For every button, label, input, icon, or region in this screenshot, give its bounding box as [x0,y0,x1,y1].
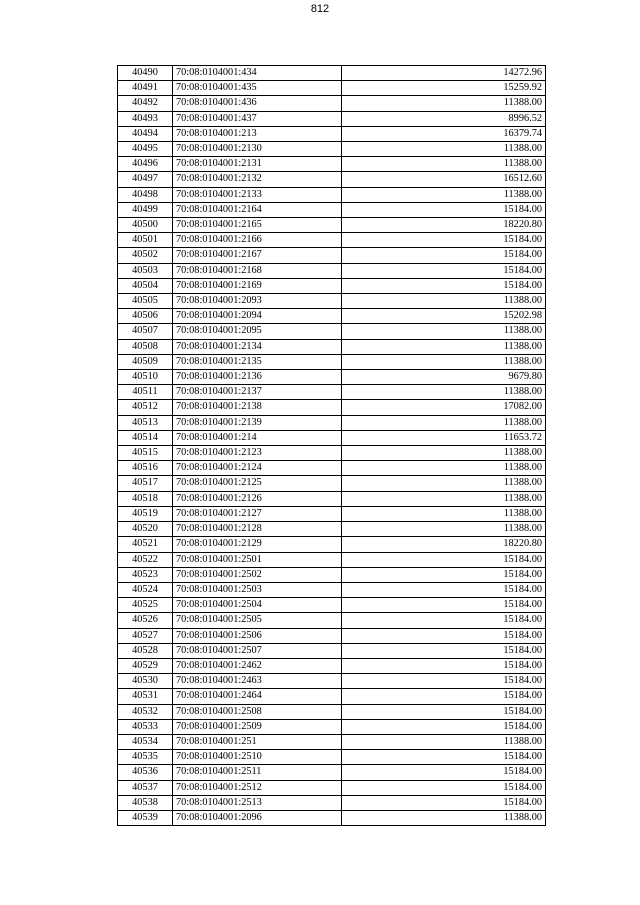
table-row [118,111,546,126]
value-cell: 15184.00 [342,248,546,263]
value-cell: 15184.00 [342,613,546,628]
value-cell: 11388.00 [342,96,546,111]
table-row [118,613,546,628]
table-row [118,187,546,202]
cadastral-number-cell: 70:08:0104001:2130 [173,142,342,157]
table-row [118,719,546,734]
cadastral-number-cell: 70:08:0104001:2168 [173,263,342,278]
value-cell: 15259.92 [342,81,546,96]
cadastral-number-cell: 70:08:0104001:2164 [173,202,342,217]
cadastral-number-cell: 70:08:0104001:2096 [173,810,342,825]
table-row [118,446,546,461]
cadastral-number-cell: 70:08:0104001:213 [173,126,342,141]
value-cell: 15184.00 [342,582,546,597]
cadastral-number-cell: 70:08:0104001:2504 [173,598,342,613]
value-cell: 15184.00 [342,765,546,780]
table-row [118,354,546,369]
cadastral-number-cell: 70:08:0104001:2506 [173,628,342,643]
cadastral-number-cell: 70:08:0104001:2165 [173,218,342,233]
row-number-cell: 40524 [118,582,173,597]
row-number-cell: 40494 [118,126,173,141]
value-cell: 15184.00 [342,278,546,293]
row-number-cell: 40490 [118,66,173,81]
table-row [118,172,546,187]
table-row [118,658,546,673]
value-cell: 11388.00 [342,522,546,537]
table-row [118,430,546,445]
row-number-cell: 40522 [118,552,173,567]
row-number-cell: 40520 [118,522,173,537]
table-row [118,96,546,111]
cadastral-number-cell: 70:08:0104001:2129 [173,537,342,552]
value-cell: 15184.00 [342,567,546,582]
cadastral-number-cell: 70:08:0104001:2135 [173,354,342,369]
value-cell: 11388.00 [342,446,546,461]
cadastral-number-cell: 70:08:0104001:437 [173,111,342,126]
table-row [118,674,546,689]
row-number-cell: 40507 [118,324,173,339]
table-row [118,506,546,521]
value-cell: 11653.72 [342,430,546,445]
table-row [118,339,546,354]
cadastral-number-cell: 70:08:0104001:2166 [173,233,342,248]
table-row [118,643,546,658]
cadastral-number-cell: 70:08:0104001:2464 [173,689,342,704]
row-number-cell: 40504 [118,278,173,293]
value-cell: 11388.00 [342,142,546,157]
table-row [118,126,546,141]
cadastral-number-cell: 70:08:0104001:2139 [173,415,342,430]
cadastral-number-cell: 70:08:0104001:2510 [173,750,342,765]
table-row [118,461,546,476]
row-number-cell: 40501 [118,233,173,248]
row-number-cell: 40529 [118,658,173,673]
row-number-cell: 40533 [118,719,173,734]
table-row [118,278,546,293]
cadastral-number-cell: 70:08:0104001:2513 [173,795,342,810]
row-number-cell: 40531 [118,689,173,704]
row-number-cell: 40526 [118,613,173,628]
value-cell: 11388.00 [342,506,546,521]
cadastral-number-cell: 70:08:0104001:2136 [173,370,342,385]
row-number-cell: 40499 [118,202,173,217]
cadastral-number-cell: 70:08:0104001:2095 [173,324,342,339]
cadastral-number-cell: 70:08:0104001:2169 [173,278,342,293]
value-cell: 16512.60 [342,172,546,187]
value-cell: 15184.00 [342,233,546,248]
table-row [118,385,546,400]
value-cell: 15184.00 [342,674,546,689]
cadastral-number-cell: 70:08:0104001:2137 [173,385,342,400]
cadastral-number-cell: 70:08:0104001:2131 [173,157,342,172]
cadastral-number-cell: 70:08:0104001:2463 [173,674,342,689]
value-cell: 17082.00 [342,400,546,415]
cadastral-number-cell: 70:08:0104001:2123 [173,446,342,461]
row-number-cell: 40535 [118,750,173,765]
cadastral-number-cell: 70:08:0104001:2512 [173,780,342,795]
cadastral-number-cell: 70:08:0104001:2133 [173,187,342,202]
value-cell: 15184.00 [342,628,546,643]
row-number-cell: 40509 [118,354,173,369]
cadastral-number-cell: 70:08:0104001:434 [173,66,342,81]
value-cell: 15184.00 [342,598,546,613]
table-row [118,582,546,597]
cadastral-number-cell: 70:08:0104001:214 [173,430,342,445]
table-row [118,81,546,96]
row-number-cell: 40493 [118,111,173,126]
table-row [118,66,546,81]
table-row [118,233,546,248]
value-cell: 15184.00 [342,704,546,719]
value-cell: 11388.00 [342,415,546,430]
cadastral-number-cell: 70:08:0104001:2511 [173,765,342,780]
page-number: 812 [310,3,330,15]
cadastral-number-cell: 70:08:0104001:2138 [173,400,342,415]
value-cell: 11388.00 [342,810,546,825]
row-number-cell: 40530 [118,674,173,689]
table-row [118,202,546,217]
table-row [118,324,546,339]
row-number-cell: 40532 [118,704,173,719]
table-row [118,567,546,582]
cadastral-number-cell: 70:08:0104001:2508 [173,704,342,719]
table-row [118,370,546,385]
value-cell: 11388.00 [342,354,546,369]
value-cell: 11388.00 [342,339,546,354]
row-number-cell: 40528 [118,643,173,658]
table-body [118,66,546,826]
row-number-cell: 40539 [118,810,173,825]
value-cell: 14272.96 [342,66,546,81]
row-number-cell: 40498 [118,187,173,202]
table-row [118,598,546,613]
row-number-cell: 40508 [118,339,173,354]
row-number-cell: 40513 [118,415,173,430]
row-number-cell: 40537 [118,780,173,795]
value-cell: 11388.00 [342,157,546,172]
cadastral-number-cell: 70:08:0104001:2132 [173,172,342,187]
row-number-cell: 40505 [118,294,173,309]
cadastral-number-cell: 70:08:0104001:2093 [173,294,342,309]
table-row [118,780,546,795]
value-cell: 11388.00 [342,491,546,506]
row-number-cell: 40525 [118,598,173,613]
row-number-cell: 40497 [118,172,173,187]
table-row [118,750,546,765]
row-number-cell: 40538 [118,795,173,810]
cadastral-number-cell: 70:08:0104001:2502 [173,567,342,582]
table-row [118,689,546,704]
cadastral-number-cell: 70:08:0104001:2501 [173,552,342,567]
row-number-cell: 40495 [118,142,173,157]
cadastral-number-cell: 70:08:0104001:2127 [173,506,342,521]
row-number-cell: 40519 [118,506,173,521]
row-number-cell: 40511 [118,385,173,400]
value-cell: 11388.00 [342,294,546,309]
row-number-cell: 40503 [118,263,173,278]
table-row [118,537,546,552]
table-row [118,795,546,810]
row-number-cell: 40515 [118,446,173,461]
cadastral-number-cell: 70:08:0104001:2094 [173,309,342,324]
table-row [118,400,546,415]
table-row [118,628,546,643]
table-row [118,218,546,233]
table-row [118,476,546,491]
value-cell: 15184.00 [342,719,546,734]
row-number-cell: 40510 [118,370,173,385]
value-cell: 15184.00 [342,750,546,765]
table-row [118,522,546,537]
cadastral-number-cell: 70:08:0104001:2128 [173,522,342,537]
value-cell: 18220.80 [342,218,546,233]
row-number-cell: 40502 [118,248,173,263]
value-cell: 9679.80 [342,370,546,385]
table-row [118,309,546,324]
cadastral-number-cell: 70:08:0104001:2124 [173,461,342,476]
cadastral-number-cell: 70:08:0104001:2507 [173,643,342,658]
value-cell: 11388.00 [342,187,546,202]
cadastral-number-cell: 70:08:0104001:435 [173,81,342,96]
table-row [118,248,546,263]
row-number-cell: 40514 [118,430,173,445]
table-row [118,415,546,430]
data-table [117,65,546,826]
row-number-cell: 40491 [118,81,173,96]
table-row [118,765,546,780]
value-cell: 11388.00 [342,734,546,749]
table-row [118,157,546,172]
value-cell: 15184.00 [342,658,546,673]
row-number-cell: 40512 [118,400,173,415]
row-number-cell: 40500 [118,218,173,233]
row-number-cell: 40534 [118,734,173,749]
value-cell: 15202.98 [342,309,546,324]
row-number-cell: 40492 [118,96,173,111]
row-number-cell: 40517 [118,476,173,491]
row-number-cell: 40506 [118,309,173,324]
value-cell: 15184.00 [342,780,546,795]
cadastral-number-cell: 70:08:0104001:2505 [173,613,342,628]
value-cell: 16379.74 [342,126,546,141]
value-cell: 15184.00 [342,202,546,217]
value-cell: 15184.00 [342,552,546,567]
table-row [118,142,546,157]
cadastral-number-cell: 70:08:0104001:2126 [173,491,342,506]
cadastral-number-cell: 70:08:0104001:2462 [173,658,342,673]
table-row [118,294,546,309]
value-cell: 11388.00 [342,461,546,476]
row-number-cell: 40527 [118,628,173,643]
value-cell: 11388.00 [342,385,546,400]
table-row [118,263,546,278]
cadastral-number-cell: 70:08:0104001:2125 [173,476,342,491]
cadastral-number-cell: 70:08:0104001:2503 [173,582,342,597]
table-row [118,810,546,825]
value-cell: 18220.80 [342,537,546,552]
value-cell: 11388.00 [342,324,546,339]
cadastral-number-cell: 70:08:0104001:436 [173,96,342,111]
row-number-cell: 40521 [118,537,173,552]
table-row [118,734,546,749]
row-number-cell: 40536 [118,765,173,780]
row-number-cell: 40496 [118,157,173,172]
value-cell: 15184.00 [342,795,546,810]
row-number-cell: 40523 [118,567,173,582]
cadastral-number-cell: 70:08:0104001:2134 [173,339,342,354]
value-cell: 15184.00 [342,689,546,704]
row-number-cell: 40516 [118,461,173,476]
row-number-cell: 40518 [118,491,173,506]
table-row [118,552,546,567]
value-cell: 15184.00 [342,643,546,658]
table-row [118,491,546,506]
cadastral-number-cell: 70:08:0104001:251 [173,734,342,749]
cadastral-number-cell: 70:08:0104001:2167 [173,248,342,263]
cadastral-number-cell: 70:08:0104001:2509 [173,719,342,734]
value-cell: 11388.00 [342,476,546,491]
value-cell: 8996.52 [342,111,546,126]
value-cell: 15184.00 [342,263,546,278]
table-row [118,704,546,719]
